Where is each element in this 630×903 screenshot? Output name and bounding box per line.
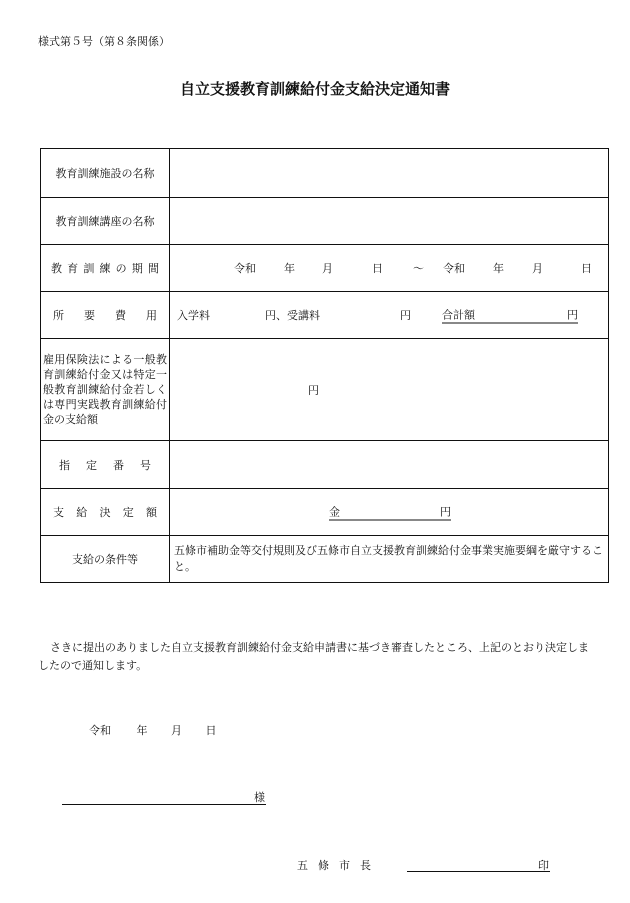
training-period-value (170, 245, 609, 292)
notice-text: さきに提出のありました自立支援教育訓練給付金支給申請書に基づき審査したところ、上記のとおり決定しましたので通知します。 (38, 641, 589, 672)
required-cost-label: 所要費用 (41, 292, 170, 339)
period-start-era: 令和 (234, 262, 256, 275)
decision-kin: 金 (329, 505, 340, 519)
designation-number-label: 指定番号 (41, 441, 170, 489)
tuition-yen: 円 (400, 309, 411, 322)
date-year: 年 (136, 724, 148, 737)
recipient-name-line (62, 790, 266, 805)
form-number-label: 様式第５号（第８条関係） (38, 35, 170, 48)
total-amount-label: 合計額 (442, 308, 475, 322)
facility-name-value (170, 149, 609, 198)
training-period-label: 教育訓練の期間 (41, 245, 170, 292)
decision-amount-value (170, 489, 609, 536)
period-end-month: 月 (532, 262, 543, 275)
period-start-year: 年 (284, 262, 295, 275)
period-end-day: 日 (581, 262, 592, 275)
insurance-benefit-value (170, 339, 609, 441)
period-start-day: 日 (372, 262, 383, 275)
course-name-label: 教育訓練講座の名称 (41, 198, 170, 245)
total-yen: 円 (567, 308, 578, 322)
period-end-era: 令和 (443, 262, 465, 275)
decision-amount-label: 支給決定額 (41, 489, 170, 536)
admission-fee-label: 入学料 (177, 309, 210, 322)
period-tilde: ～ (413, 262, 424, 275)
issue-date (89, 722, 217, 738)
conditions-label: 支給の条件等 (41, 536, 170, 583)
total-amount-line (442, 307, 578, 324)
decision-amount-line (329, 504, 451, 521)
period-start-month: 月 (322, 262, 333, 275)
conditions-value: 五條市補助金等交付規則及び五條市自立支援教育訓練給付金事業実施要綱を厳守すること。 (170, 536, 609, 583)
document-title: 自立支援教育訓練給付金支給決定通知書 (179, 80, 450, 98)
required-cost-value (170, 292, 609, 339)
tuition-fee-label: 円、受講料 (265, 309, 320, 322)
insurance-benefit-label: 雇用保険法による一般教育訓練給付金又は特定一般教育訓練給付金若しくは専門実践教育訓練給付金の支給額 (41, 339, 170, 441)
date-era: 令和 (89, 724, 111, 737)
decision-yen: 円 (440, 505, 451, 519)
seal-mark: 印 (538, 859, 549, 872)
facility-name-label: 教育訓練施設の名称 (41, 149, 170, 198)
mayor-signature-line (407, 857, 550, 872)
insurance-yen: 円 (308, 383, 319, 397)
recipient-honorific: 様 (254, 791, 265, 804)
designation-number-value (170, 441, 609, 489)
period-end-year: 年 (493, 262, 504, 275)
date-day: 日 (205, 724, 217, 737)
mayor-title: 五條市長 (297, 859, 381, 872)
course-name-value (170, 198, 609, 245)
date-month: 月 (171, 724, 182, 737)
decision-table (40, 148, 609, 583)
